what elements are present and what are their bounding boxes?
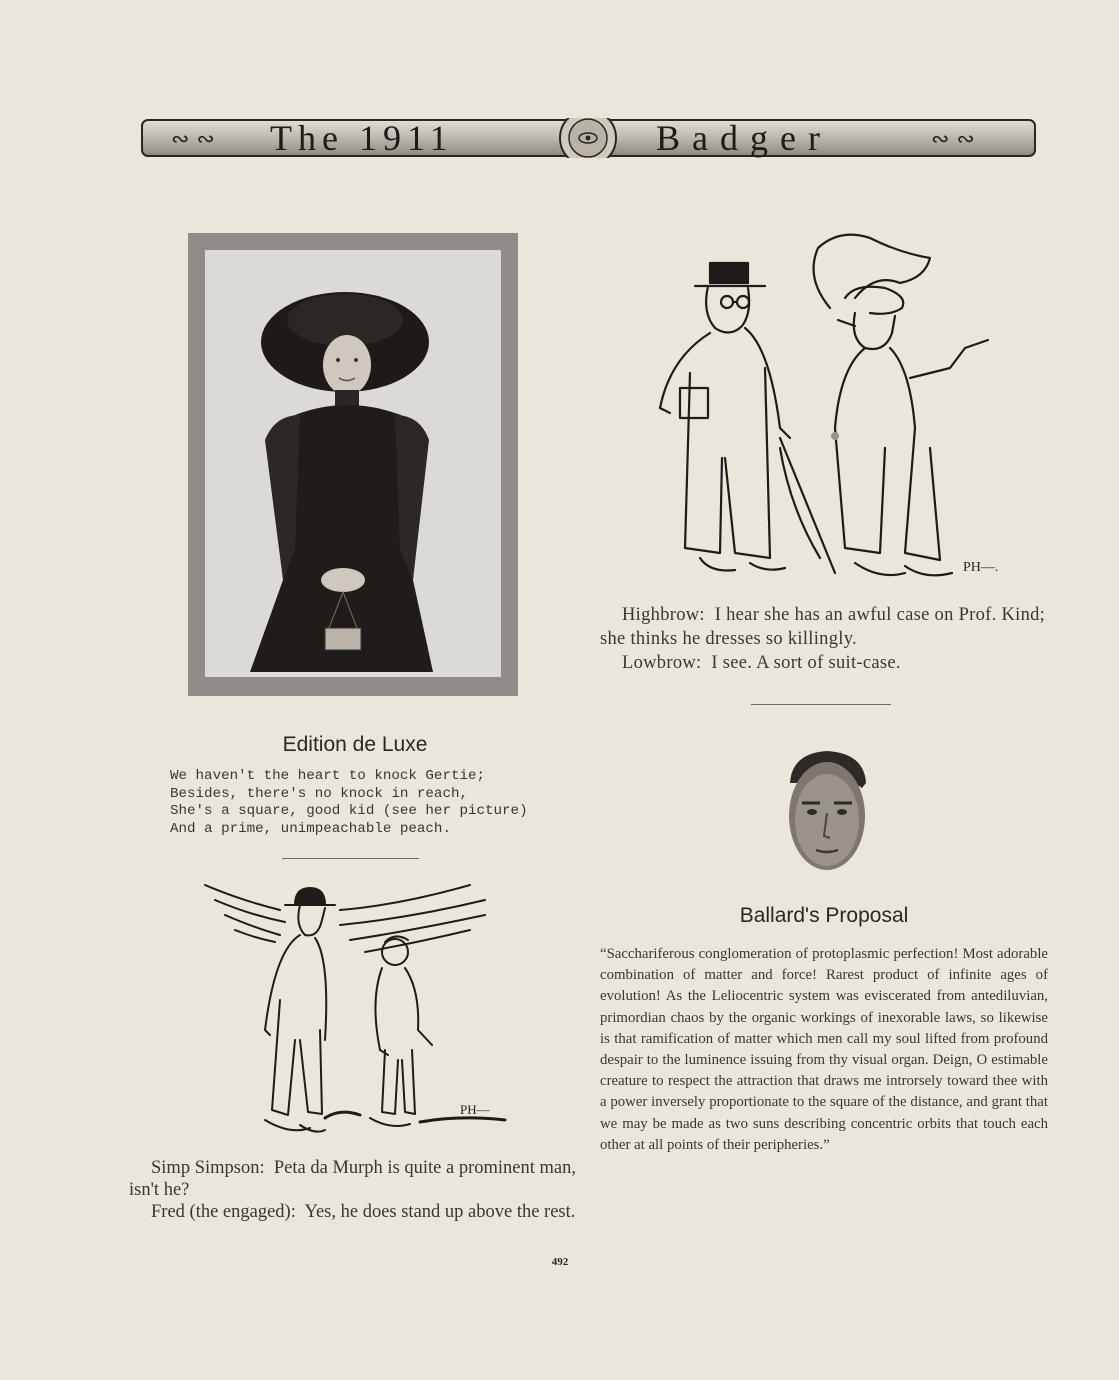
photo-woman bbox=[205, 250, 501, 677]
poem-line: And a prime, unimpeachable peach. bbox=[170, 820, 451, 837]
edition-title: Edition de Luxe bbox=[282, 733, 428, 756]
speaker-lowbrow: Lowbrow: bbox=[622, 653, 702, 673]
speaker-highbrow: Highbrow: bbox=[622, 605, 705, 625]
cartoon-highbrow-lowbrow bbox=[640, 228, 1010, 588]
caption-line-fred bbox=[129, 1201, 576, 1223]
page-number: 492 bbox=[551, 1256, 569, 1268]
cartoon-simp-fred bbox=[200, 880, 510, 1140]
ballard-title: Ballard's Proposal bbox=[739, 904, 909, 927]
poem-line: We haven't the heart to knock Gertie; bbox=[170, 768, 486, 784]
ballard-text bbox=[600, 944, 1048, 1156]
line-lowbrow: I see. A sort of suit-case. bbox=[711, 653, 901, 673]
line-fred: Yes, he does stand up above the rest. bbox=[304, 1202, 576, 1222]
line-highbrow: I hear she has an awful case on Prof. Kind; she thinks he dresses so killingly. bbox=[600, 605, 1046, 649]
flourish-left: ∾ ∾ bbox=[171, 127, 215, 152]
caption-line-highbrow bbox=[600, 603, 1055, 651]
cartoon-bottom-caption bbox=[129, 1157, 576, 1223]
flourish-right: ∾ ∾ bbox=[931, 127, 975, 152]
divider-left bbox=[282, 858, 419, 859]
cartoon-top-caption bbox=[600, 603, 1055, 675]
caption-line-simp bbox=[129, 1157, 576, 1201]
cartoon-top-signature: PH—. bbox=[963, 560, 999, 575]
speaker-fred: Fred (the engaged): bbox=[151, 1202, 296, 1222]
woman-figure-icon bbox=[205, 250, 501, 677]
edition-poem bbox=[170, 768, 560, 838]
speaker-simp: Simp Simpson: bbox=[151, 1158, 265, 1178]
poem-line: She's a square, good kid (see her picture) bbox=[170, 803, 528, 819]
cartoon-bottom-signature: PH— bbox=[460, 1102, 490, 1117]
line-simp: Peta da Murph is quite a prominent man, isn't he? bbox=[129, 1158, 577, 1200]
ballard-paragraph: “Sacchariferous conglomeration of protoplasmic perfection! Most adorable combination of matter and force! Rarest product of infinite ages of evolution! As the Leliocentric system was eviscerated from antediluvian, primordian chaos by the organic workings of inexorable laws, so likewise is that ramification of matter which men call my soul lifted from profound despair to the luminence issuing from thy visual organ. Deign, O estimable creature to respect the attraction that draws me introrsely toward thee with a power inversely proportionate to the square of the distance, and grant that we may be made as two suns describing concentric orbits that touch each other at all points of their peripheries.” bbox=[600, 946, 1048, 1153]
header-title-right: Badger bbox=[656, 118, 832, 158]
caption-line-lowbrow bbox=[600, 651, 1055, 675]
header-title-left: The 1911 bbox=[270, 118, 454, 158]
poem-line: Besides, there's no knock in reach, bbox=[170, 785, 468, 802]
divider-right bbox=[751, 704, 891, 705]
ballard-portrait bbox=[782, 748, 872, 873]
